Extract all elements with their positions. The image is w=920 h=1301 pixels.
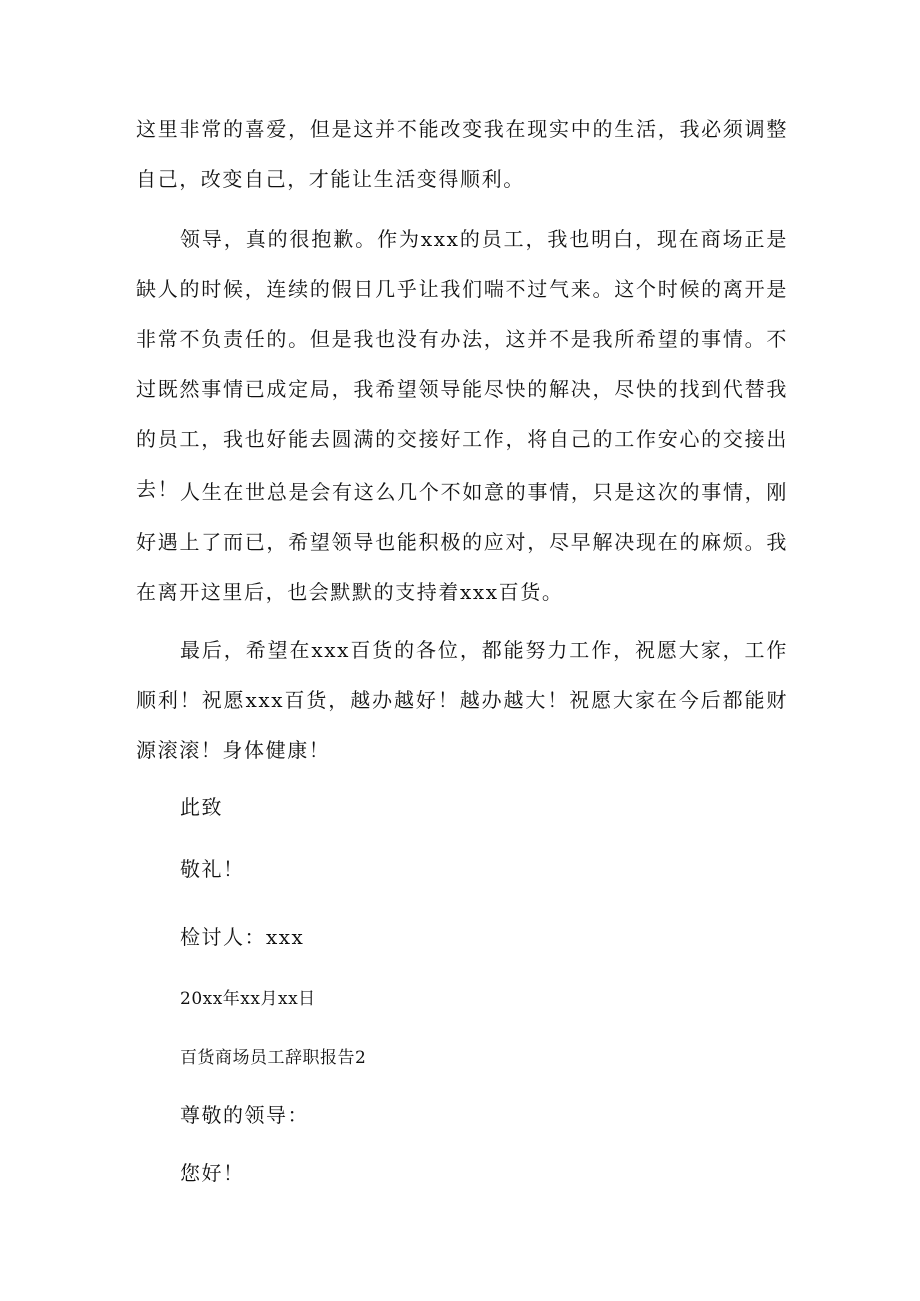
addressee-line: 尊敬的领导： [180,1103,309,1127]
signer-line: 检讨人：xxx [180,925,305,949]
greeting-line: 您好！ [180,1161,245,1185]
next-letter-title: 百货商场员工辞职报告2 [180,1048,367,1068]
paragraph-3: 人生在世总是会有这么几个不如意的事情，只是这次的事情，刚好遇上了而已，希望领导也能积极的应对，尽早解决现在的麻烦。我在离开这里后，也会默默的支持着xxx百货。 [136,480,788,604]
date-line: 20xx年xx月xx日 [180,989,316,1009]
paragraph-1: 这里非常的喜爱，但是这并不能改变我在现实中的生活，我必须调整自己，改变自己，才能让生活变得顺利。 [136,117,788,191]
closing-salutation: 此致 [180,795,223,819]
paragraph-4: 最后，希望在xxx百货的各位，都能努力工作，祝愿大家，工作顺利！祝愿xxx百货，越办越好！越办越大！祝愿大家在今后都能财源滚滚！身体健康！ [136,638,788,762]
paragraph-2: 领导，真的很抱歉。作为xxx的员工，我也明白，现在商场正是缺人的时候，连续的假日几乎让我们喘不过气来。这个时候的离开是非常不负责任的。但是我也没有办法，这并不是我所希望的事情。不过既然事情已成定局，我希望领导能尽快的解决，尽快的找到代替我的员工，我也好能去圆满的交接好工作，将自己的工作安心的交接出去！ [136,227,788,501]
closing-regards: 敬礼！ [180,857,245,881]
